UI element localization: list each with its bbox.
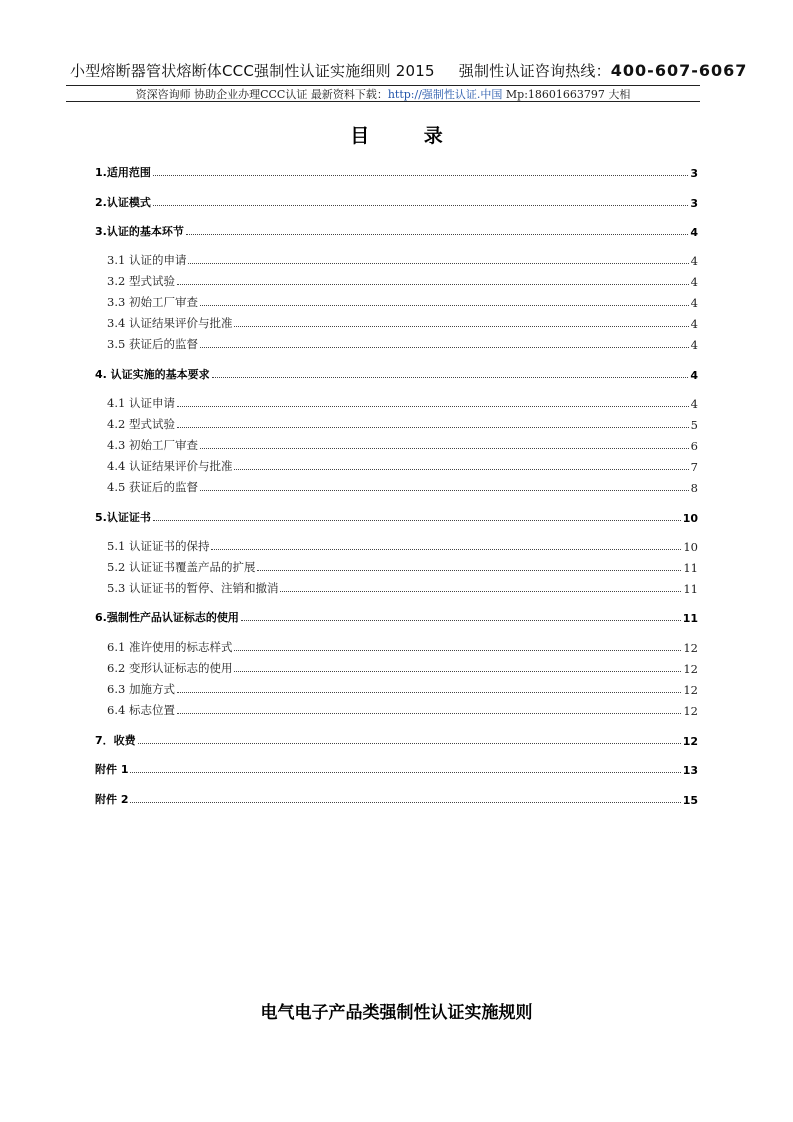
toc-dot-leader: [153, 174, 689, 176]
toc-entry-label: 6.强制性产品认证标志的使用: [95, 611, 239, 624]
toc-dot-leader: [257, 569, 681, 571]
toc-page-number: 12: [683, 641, 698, 655]
toc-dot-leader: [211, 548, 681, 550]
toc-entry-subsection[interactable]: [95, 313, 698, 331]
toc-entry-label: 6.1 准许使用的标志样式: [107, 640, 233, 654]
toc-dot-leader: [177, 426, 689, 428]
running-header: [70, 60, 748, 86]
toc-entry-section[interactable]: [95, 192, 698, 210]
toc-entry-label: 4.4 认证结果评价与批准: [107, 459, 233, 473]
toc-page-number: 4: [690, 369, 698, 382]
toc-dot-leader: [130, 801, 680, 803]
toc-page-number: 3: [690, 167, 698, 180]
toc-page-number: 12: [683, 704, 698, 718]
toc-dot-leader: [234, 325, 688, 327]
toc-entry-label: 4.1 认证申请: [107, 396, 175, 410]
toc-page-number: 10: [682, 512, 698, 525]
toc-entry-label: 3.4 认证结果评价与批准: [107, 316, 233, 330]
hotline-label: 强制性认证咨询热线：: [458, 62, 611, 80]
toc-entry-subsection[interactable]: [95, 536, 698, 554]
toc-dot-leader: [177, 405, 689, 407]
toc-entry-subsection[interactable]: [95, 334, 698, 352]
toc-entry-label: 5.2 认证证书覆盖产品的扩展: [107, 560, 256, 574]
site-url-link[interactable]: http://强制性认证.中国: [387, 88, 503, 101]
toc-entry-label: 4. 认证实施的基本要求: [95, 368, 210, 381]
toc-dot-leader: [153, 204, 689, 206]
toc-entry-section[interactable]: [95, 162, 698, 180]
consultant-text: 资深咨询师 协助企业办理CCC认证 最新资料下载：: [135, 88, 388, 101]
toc-dot-leader: [234, 670, 681, 672]
toc-page-number: 5: [690, 418, 698, 432]
toc-dot-leader: [234, 649, 681, 651]
toc-page-number: 13: [682, 764, 698, 777]
toc-entry-label: 6.4 标志位置: [107, 703, 175, 717]
toc-entry-label: 附件 2: [95, 793, 129, 806]
toc-page-number: 3: [690, 197, 698, 210]
header-doc-name: 小型熔断器管状熔断体CCC强制性认证实施细则 2015: [70, 62, 435, 80]
toc-dot-leader: [212, 376, 689, 378]
toc-page-number: 4: [690, 254, 698, 268]
toc-entry-section[interactable]: [95, 789, 698, 807]
toc-entry-label: 3.认证的基本环节: [95, 225, 184, 238]
toc-page-number: 4: [690, 296, 698, 310]
toc-entry-label: 3.1 认证的申请: [107, 253, 187, 267]
toc-entry-label: 3.3 初始工厂审查: [107, 295, 198, 309]
toc-entry-subsection[interactable]: [95, 679, 698, 697]
toc-page-number: 15: [682, 794, 698, 807]
toc-page-number: 4: [690, 275, 698, 289]
toc-entry-subsection[interactable]: [95, 456, 698, 474]
toc-entry-label: 4.3 初始工厂审查: [107, 438, 198, 452]
toc-dot-leader: [177, 283, 689, 285]
toc-dot-leader: [130, 771, 680, 773]
toc-dot-leader: [200, 447, 689, 449]
toc-entry-section[interactable]: [95, 607, 698, 625]
toc-dot-leader: [188, 262, 688, 264]
toc-dot-leader: [241, 619, 681, 621]
toc-page-number: 4: [690, 226, 698, 239]
toc-dot-leader: [153, 519, 681, 521]
toc-entry-label: 1.适用范围: [95, 166, 151, 179]
toc-dot-leader: [200, 346, 689, 348]
toc-entry-subsection[interactable]: [95, 393, 698, 411]
toc-page-number: 6: [690, 439, 698, 453]
toc-dot-leader: [234, 468, 688, 470]
toc-page-number: 4: [690, 317, 698, 331]
toc-dot-leader: [186, 233, 689, 235]
toc-entry-label: 6.3 加施方式: [107, 682, 175, 696]
contact-text: Mp:18601663797 大相: [502, 88, 631, 101]
toc-page-number: 12: [683, 683, 698, 697]
toc-page-number: 10: [683, 540, 698, 554]
toc-entry-subsection[interactable]: [95, 414, 698, 432]
toc-page-number: 8: [690, 481, 698, 495]
toc-dot-leader: [177, 691, 681, 693]
document-title: 电气电子产品类强制性认证实施规则: [260, 1003, 533, 1023]
toc-page-number: 11: [682, 612, 698, 625]
toc-entry-subsection[interactable]: [95, 700, 698, 718]
toc-dot-leader: [200, 304, 689, 306]
toc-entry-label: 3.2 型式试验: [107, 274, 175, 288]
toc-entry-section[interactable]: [95, 507, 698, 525]
toc-entry-label: 5.3 认证证书的暂停、注销和撤消: [107, 581, 279, 595]
toc-page-number: 7: [690, 460, 698, 474]
hotline-number: 400-607-6067: [610, 61, 748, 80]
toc-dot-leader: [200, 489, 689, 491]
toc-dot-leader: [177, 712, 681, 714]
toc-page-number: 11: [683, 561, 698, 575]
toc-entry-section[interactable]: [95, 759, 698, 777]
toc-entry-subsection[interactable]: [95, 578, 698, 596]
toc-title: 目 录: [350, 125, 467, 147]
toc-dot-leader: [138, 742, 681, 744]
header-rule-bottom: [66, 101, 700, 102]
toc-entry-label: 5.认证证书: [95, 511, 151, 524]
toc-entry-subsection[interactable]: [95, 637, 698, 655]
toc-entry-subsection[interactable]: [95, 250, 698, 268]
toc-entry-subsection[interactable]: [95, 557, 698, 575]
toc-dot-leader: [280, 590, 681, 592]
toc-entry-label: 2.认证模式: [95, 196, 151, 209]
toc-page-number: 4: [690, 338, 698, 352]
toc-entry-section[interactable]: [95, 364, 698, 382]
toc-entry-label: 附件 1: [95, 763, 129, 776]
toc-entry-subsection[interactable]: [95, 477, 698, 495]
toc-entry-subsection[interactable]: [95, 271, 698, 289]
toc-entry-label: 4.5 获证后的监督: [107, 480, 198, 494]
toc-entry-subsection[interactable]: [95, 292, 698, 310]
toc-entry-label: 6.2 变形认证标志的使用: [107, 661, 233, 675]
toc-entry-subsection[interactable]: [95, 658, 698, 676]
toc-entry-label: 3.5 获证后的监督: [107, 337, 198, 351]
toc-page-number: 12: [683, 662, 698, 676]
toc-entry-label: 5.1 认证证书的保持: [107, 539, 210, 553]
toc-page-number: 4: [690, 397, 698, 411]
consultant-line: [66, 86, 700, 102]
toc-entry-subsection[interactable]: [95, 435, 698, 453]
toc-entry-label: 4.2 型式试验: [107, 417, 175, 431]
toc-page-number: 12: [682, 735, 698, 748]
toc-entry-section[interactable]: [95, 730, 698, 748]
toc-entry-section[interactable]: [95, 221, 698, 239]
toc-page-number: 11: [683, 582, 698, 596]
toc-entry-label: 7．收费: [95, 734, 136, 747]
